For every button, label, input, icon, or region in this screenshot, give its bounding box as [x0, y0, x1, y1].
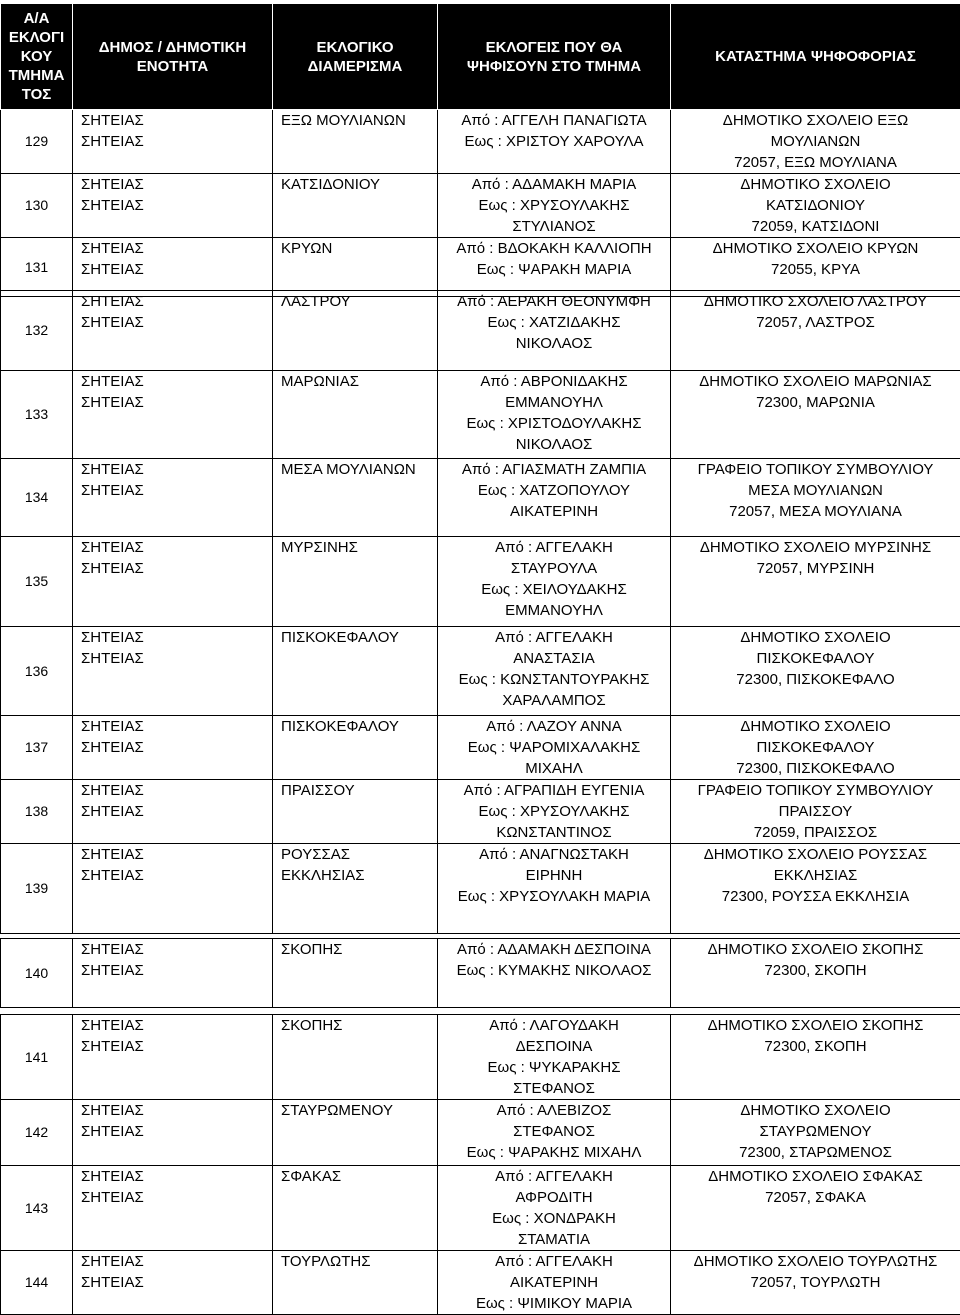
voters-range-cell-line: Από : ΛΑΓΟΥΔΑΚΗ: [438, 1015, 670, 1036]
district-cell-line: ΜΑΡΩΝΙΑΣ: [281, 371, 437, 392]
district-cell: [273, 110, 438, 174]
municipality-cell: [73, 537, 273, 627]
polling-station-cell-line: ΠΙΣΚΟΚΕΦΑΛΟΥ: [671, 648, 960, 669]
polling-station-cell-line: 72300, ΣΚΟΠΗ: [671, 960, 960, 981]
polling-station-cell-line: 72300, ΣΤΑΡΩΜΕΝΟΣ: [671, 1142, 960, 1163]
voters-range-cell-line: Εως : ΚΩΝΣΤΑΝΤΟΥΡΑΚΗΣ: [438, 669, 670, 690]
district-cell: [273, 291, 438, 371]
municipality-cell: [73, 627, 273, 716]
polling-station-cell-line: 72059, ΠΡΑΙΣΣΟΣ: [671, 822, 960, 843]
municipality-cell-line: ΣΗΤΕΙΑΣ: [81, 737, 272, 758]
voters-range-cell-line: ΚΩΝΣΤΑΝΤΙΝΟΣ: [438, 822, 670, 843]
polling-station-cell-line: ΔΗΜΟΤΙΚΟ ΣΧΟΛΕΙΟ ΣΚΟΠΗΣ: [671, 1015, 960, 1036]
polling-station-cell-line: ΠΙΣΚΟΚΕΦΑΛΟΥ: [671, 737, 960, 758]
district-cell: [273, 1251, 438, 1315]
district-cell: [273, 627, 438, 716]
municipality-cell-line: ΣΗΤΕΙΑΣ: [81, 1272, 272, 1293]
table-block-1: [0, 3, 960, 297]
section-number-cell: 140: [1, 939, 73, 1008]
municipality-cell-line: ΣΗΤΕΙΑΣ: [81, 960, 272, 981]
polling-station-cell-line: 72300, ΠΙΣΚΟΚΕΦΑΛΟ: [671, 669, 960, 690]
municipality-cell-line: ΣΗΤΕΙΑΣ: [81, 195, 272, 216]
municipality-cell: [73, 110, 273, 174]
municipality-cell: [73, 939, 273, 1008]
voters-range-cell: [438, 780, 671, 844]
municipality-cell-line: ΣΗΤΕΙΑΣ: [81, 392, 272, 413]
section-number-cell: 131: [1, 238, 73, 297]
municipality-cell: [73, 716, 273, 780]
voters-range-cell-line: ΣΤΕΦΑΝΟΣ: [438, 1078, 670, 1099]
voters-range-cell-line: Από : ΑΓΓΕΛΑΚΗ: [438, 537, 670, 558]
municipality-cell: [73, 174, 273, 238]
polling-station-cell-line: 72057, ΣΦΑΚΑ: [671, 1187, 960, 1208]
voters-range-cell-line: ΣΤΑΜΑΤΙΑ: [438, 1229, 670, 1250]
municipality-cell: [73, 459, 273, 537]
district-cell-line: ΡΟΥΣΣΑΣ: [281, 844, 437, 865]
section-number-cell: 141: [1, 1015, 73, 1100]
section-number-cell: 138: [1, 780, 73, 844]
voters-range-cell-line: Εως : ΧΡΥΣΟΥΛΑΚΗΣ: [438, 195, 670, 216]
voters-range-cell-line: Εως : ΧΡΥΣΟΥΛΑΚΗΣ: [438, 801, 670, 822]
polling-station-cell-line: 72300, ΠΙΣΚΟΚΕΦΑΛΟ: [671, 758, 960, 779]
polling-station-cell-line: 72300, ΣΚΟΠΗ: [671, 1036, 960, 1057]
municipality-cell-line: ΣΗΤΕΙΑΣ: [81, 627, 272, 648]
polling-station-cell-line: 72055, ΚΡΥΑ: [671, 259, 960, 280]
voters-range-cell-line: ΑΙΚΑΤΕΡΙΝΗ: [438, 501, 670, 522]
municipality-cell-line: ΣΗΤΕΙΑΣ: [81, 480, 272, 501]
polling-station-cell-line: ΓΡΑΦΕΙΟ ΤΟΠΙΚΟΥ ΣΥΜΒΟΥΛΙΟΥ: [671, 459, 960, 480]
table-row: [1, 1251, 960, 1315]
table-row: [1, 939, 960, 1008]
voters-range-cell-line: ΝΙΚΟΛΑΟΣ: [438, 434, 670, 455]
municipality-cell-line: ΣΗΤΕΙΑΣ: [81, 844, 272, 865]
voters-range-cell-line: ΑΦΡΟΔΙΤΗ: [438, 1187, 670, 1208]
section-number-cell: 144: [1, 1251, 73, 1315]
municipality-cell-line: ΣΗΤΕΙΑΣ: [81, 371, 272, 392]
voters-range-cell-line: Από : ΑΓΓΕΛΑΚΗ: [438, 1166, 670, 1187]
polling-station-cell-line: ΔΗΜΟΤΙΚΟ ΣΧΟΛΕΙΟ ΣΦΑΚΑΣ: [671, 1166, 960, 1187]
municipality-cell-line: ΣΗΤΕΙΑΣ: [81, 1166, 272, 1187]
district-cell: [273, 1015, 438, 1100]
table-row: [1, 238, 960, 297]
municipality-cell-line: ΣΗΤΕΙΑΣ: [81, 174, 272, 195]
district-cell-line: ΕΚΚΛΗΣΙΑΣ: [281, 865, 437, 886]
municipality-cell-line: ΣΗΤΕΙΑΣ: [81, 110, 272, 131]
municipality-cell-line: ΣΗΤΕΙΑΣ: [81, 1100, 272, 1121]
voters-range-cell: [438, 716, 671, 780]
polling-station-cell: [671, 459, 960, 537]
municipality-cell-line: ΣΗΤΕΙΑΣ: [81, 238, 272, 259]
polling-station-cell-line: ΔΗΜΟΤΙΚΟ ΣΧΟΛΕΙΟ: [671, 1100, 960, 1121]
section-number-cell: 133: [1, 371, 73, 459]
voters-range-cell-line: ΑΙΚΑΤΕΡΙΝΗ: [438, 1272, 670, 1293]
table-row: [1, 537, 960, 627]
voters-range-cell: [438, 939, 671, 1008]
municipality-cell-line: ΣΗΤΕΙΑΣ: [81, 312, 272, 333]
polling-station-cell-line: 72057, ΤΟΥΡΛΩΤΗ: [671, 1272, 960, 1293]
voters-range-cell: [438, 1100, 671, 1166]
header-col-section-number: Α/Α ΕΚΛΟΓΙ ΚΟΥ ΤΜΗΜΑ ΤΟΣ: [1, 4, 73, 110]
voters-range-cell-line: Από : ΑΕΡΑΚΗ ΘΕΟΝΥΜΦΗ: [438, 291, 670, 312]
municipality-cell-line: ΣΗΤΕΙΑΣ: [81, 1036, 272, 1057]
voters-range-cell: [438, 1251, 671, 1315]
voters-range-cell: [438, 1166, 671, 1251]
voters-range-cell-line: ΕΙΡΗΝΗ: [438, 865, 670, 886]
polling-station-cell-line: ΜΕΣΑ ΜΟΥΛΙΑΝΩΝ: [671, 480, 960, 501]
table-header-row: [1, 4, 960, 110]
voters-range-cell-line: ΕΜΜΑΝΟΥΗΛ: [438, 600, 670, 621]
voters-range-cell: [438, 627, 671, 716]
polling-station-cell-line: ΜΟΥΛΙΑΝΩΝ: [671, 131, 960, 152]
table-row: [1, 1166, 960, 1251]
polling-station-cell: [671, 716, 960, 780]
district-cell-line: ΜΥΡΣΙΝΗΣ: [281, 537, 437, 558]
polling-station-cell-line: 72057, ΜΥΡΣΙΝΗ: [671, 558, 960, 579]
voters-range-cell-line: Εως : ΨΙΜΙΚΟΥ ΜΑΡΙΑ: [438, 1293, 670, 1314]
district-cell-line: ΛΑΣΤΡΟΥ: [281, 291, 437, 312]
municipality-cell: [73, 1015, 273, 1100]
voters-range-cell-line: ΣΤΥΛΙΑΝΟΣ: [438, 216, 670, 237]
polling-station-cell-line: ΠΡΑΙΣΣΟΥ: [671, 801, 960, 822]
polling-station-cell: [671, 780, 960, 844]
district-cell: [273, 537, 438, 627]
polling-station-cell: [671, 1100, 960, 1166]
section-number-cell: 139: [1, 844, 73, 934]
polling-station-cell: [671, 110, 960, 174]
polling-station-cell: [671, 1251, 960, 1315]
municipality-cell-line: ΣΗΤΕΙΑΣ: [81, 131, 272, 152]
voters-range-cell-line: Από : ΑΔΑΜΑΚΗ ΔΕΣΠΟΙΝΑ: [438, 939, 670, 960]
polling-station-cell: [671, 1015, 960, 1100]
voters-range-cell-line: ΣΤΑΥΡΟΥΛΑ: [438, 558, 670, 579]
voters-range-cell-line: Εως : ΚΥΜΑΚΗΣ ΝΙΚΟΛΑΟΣ: [438, 960, 670, 981]
section-number-cell: 135: [1, 537, 73, 627]
voters-range-cell-line: Εως : ΧΑΤΖΟΠΟΥΛΟΥ: [438, 480, 670, 501]
voters-range-cell: [438, 110, 671, 174]
polling-station-cell-line: 72300, ΜΑΡΩΝΙΑ: [671, 392, 960, 413]
municipality-cell: [73, 238, 273, 297]
voters-range-cell-line: Εως : ΧΡΥΣΟΥΛΑΚΗ ΜΑΡΙΑ: [438, 886, 670, 907]
table-block-3: [0, 938, 960, 1008]
municipality-cell-line: ΣΗΤΕΙΑΣ: [81, 780, 272, 801]
voters-range-cell-line: Εως : ΧΑΤΖΙΔΑΚΗΣ: [438, 312, 670, 333]
voters-range-cell-line: ΣΤΕΦΑΝΟΣ: [438, 1121, 670, 1142]
district-cell: [273, 844, 438, 934]
municipality-cell-line: ΣΗΤΕΙΑΣ: [81, 291, 272, 312]
polling-station-cell: [671, 174, 960, 238]
voters-range-cell-line: Εως : ΧΡΙΣΤΟΔΟΥΛΑΚΗΣ: [438, 413, 670, 434]
voters-range-cell-line: Εως : ΨΑΡΑΚΗ ΜΑΡΙΑ: [438, 259, 670, 280]
table-row: [1, 291, 960, 371]
voters-range-cell-line: Εως : ΨΑΡΑΚΗΣ ΜΙΧΑΗΛ: [438, 1142, 670, 1163]
polling-station-cell: [671, 1166, 960, 1251]
table-row: [1, 174, 960, 238]
polling-station-cell-line: ΔΗΜΟΤΙΚΟ ΣΧΟΛΕΙΟ ΛΑΣΤΡΟΥ: [671, 291, 960, 312]
district-cell-line: ΣΚΟΠΗΣ: [281, 1015, 437, 1036]
polling-station-cell: [671, 939, 960, 1008]
municipality-cell: [73, 780, 273, 844]
polling-station-cell-line: ΔΗΜΟΤΙΚΟ ΣΧΟΛΕΙΟ: [671, 716, 960, 737]
district-cell: [273, 459, 438, 537]
section-number-cell: 132: [1, 291, 73, 371]
district-cell: [273, 371, 438, 459]
polling-station-cell-line: ΔΗΜΟΤΙΚΟ ΣΧΟΛΕΙΟ: [671, 174, 960, 195]
table-row: [1, 371, 960, 459]
polling-station-cell-line: ΔΗΜΟΤΙΚΟ ΣΧΟΛΕΙΟ ΕΞΩ: [671, 110, 960, 131]
section-number-cell: 142: [1, 1100, 73, 1166]
district-cell-line: ΣΦΑΚΑΣ: [281, 1166, 437, 1187]
voters-range-cell: [438, 371, 671, 459]
header-col-polling-station: ΚΑΤΑΣΤΗΜΑ ΨΗΦΟΦΟΡΙΑΣ: [671, 4, 960, 110]
header-col-voters: ΕΚΛΟΓΕΙΣ ΠΟΥ ΘΑ ΨΗΦΙΣΟΥΝ ΣΤΟ ΤΜΗΜΑ: [438, 4, 671, 110]
table-block-4: [0, 1014, 960, 1315]
section-number-cell: 134: [1, 459, 73, 537]
section-number-cell: 137: [1, 716, 73, 780]
polling-station-cell-line: ΔΗΜΟΤΙΚΟ ΣΧΟΛΕΙΟ ΜΥΡΣΙΝΗΣ: [671, 537, 960, 558]
municipality-cell-line: ΣΗΤΕΙΑΣ: [81, 801, 272, 822]
municipality-cell-line: ΣΗΤΕΙΑΣ: [81, 1015, 272, 1036]
voters-range-cell-line: ΑΝΑΣΤΑΣΙΑ: [438, 648, 670, 669]
polling-station-cell-line: 72057, ΕΞΩ ΜΟΥΛΙΑΝΑ: [671, 152, 960, 173]
voters-range-cell: [438, 537, 671, 627]
district-cell: [273, 939, 438, 1008]
voters-range-cell-line: Εως : ΧΟΝΔΡΑΚΗ: [438, 1208, 670, 1229]
municipality-cell-line: ΣΗΤΕΙΑΣ: [81, 1187, 272, 1208]
district-cell-line: ΠΡΑΙΣΣΟΥ: [281, 780, 437, 801]
voters-range-cell-line: ΝΙΚΟΛΑΟΣ: [438, 333, 670, 354]
voters-range-cell-line: ΧΑΡΑΛΑΜΠΟΣ: [438, 690, 670, 711]
voters-range-cell-line: ΜΙΧΑΗΛ: [438, 758, 670, 779]
polling-station-cell-line: ΕΚΚΛΗΣΙΑΣ: [671, 865, 960, 886]
table-row: [1, 716, 960, 780]
voters-range-cell-line: Από : ΑΝΑΓΝΩΣΤΑΚΗ: [438, 844, 670, 865]
district-cell-line: ΣΚΟΠΗΣ: [281, 939, 437, 960]
district-cell: [273, 174, 438, 238]
polling-station-cell-line: ΣΤΑΥΡΩΜΕΝΟΥ: [671, 1121, 960, 1142]
polling-station-cell-line: ΔΗΜΟΤΙΚΟ ΣΧΟΛΕΙΟ ΜΑΡΩΝΙΑΣ: [671, 371, 960, 392]
municipality-cell-line: ΣΗΤΕΙΑΣ: [81, 716, 272, 737]
municipality-cell-line: ΣΗΤΕΙΑΣ: [81, 939, 272, 960]
district-cell: [273, 1100, 438, 1166]
voters-range-cell-line: Από : ΑΛΕΒΙΖΟΣ: [438, 1100, 670, 1121]
municipality-cell: [73, 1100, 273, 1166]
polling-station-cell-line: ΔΗΜΟΤΙΚΟ ΣΧΟΛΕΙΟ ΣΚΟΠΗΣ: [671, 939, 960, 960]
voters-range-cell-line: Από : ΑΔΑΜΑΚΗ ΜΑΡΙΑ: [438, 174, 670, 195]
polling-station-cell: [671, 537, 960, 627]
polling-station-cell-line: ΔΗΜΟΤΙΚΟ ΣΧΟΛΕΙΟ ΚΡΥΩΝ: [671, 238, 960, 259]
municipality-cell-line: ΣΗΤΕΙΑΣ: [81, 865, 272, 886]
voters-range-cell-line: ΕΜΜΑΝΟΥΗΛ: [438, 392, 670, 413]
voters-range-cell: [438, 291, 671, 371]
voters-range-cell-line: Από : ΑΒΡΟΝΙΔΑΚΗΣ: [438, 371, 670, 392]
district-cell: [273, 780, 438, 844]
district-cell-line: ΚΑΤΣΙΔΟΝΙΟΥ: [281, 174, 437, 195]
municipality-cell: [73, 1166, 273, 1251]
polling-station-cell: [671, 291, 960, 371]
municipality-cell-line: ΣΗΤΕΙΑΣ: [81, 459, 272, 480]
municipality-cell-line: ΣΗΤΕΙΑΣ: [81, 558, 272, 579]
voters-range-cell: [438, 459, 671, 537]
section-number-cell: 130: [1, 174, 73, 238]
district-cell: [273, 1166, 438, 1251]
voters-range-cell-line: Από : ΒΔΟΚΑΚΗ ΚΑΛΛΙΟΠΗ: [438, 238, 670, 259]
district-cell-line: ΠΙΣΚΟΚΕΦΑΛΟΥ: [281, 627, 437, 648]
voters-range-cell-line: Από : ΑΓΡΑΠΙΔΗ ΕΥΓΕΝΙΑ: [438, 780, 670, 801]
polling-station-cell: [671, 238, 960, 297]
table-row: [1, 780, 960, 844]
municipality-cell: [73, 371, 273, 459]
municipality-cell-line: ΣΗΤΕΙΑΣ: [81, 1251, 272, 1272]
municipality-cell-line: ΣΗΤΕΙΑΣ: [81, 648, 272, 669]
polling-station-cell: [671, 371, 960, 459]
voters-range-cell-line: Από : ΑΓΓΕΛΑΚΗ: [438, 627, 670, 648]
header-col-municipality: ΔΗΜΟΣ / ΔΗΜΟΤΙΚΗ ΕΝΟΤΗΤΑ: [73, 4, 273, 110]
district-cell: [273, 238, 438, 297]
polling-station-cell-line: ΚΑΤΣΙΔΟΝΙΟΥ: [671, 195, 960, 216]
district-cell-line: ΤΟΥΡΛΩΤΗΣ: [281, 1251, 437, 1272]
table-block-2: [0, 290, 960, 934]
polling-station-cell-line: 72059, ΚΑΤΣΙΔΟΝΙ: [671, 216, 960, 237]
voters-range-cell-line: Από : ΛΑΖΟΥ ΑΝΝΑ: [438, 716, 670, 737]
voters-range-cell: [438, 1015, 671, 1100]
voters-range-cell-line: Από : ΑΓΙΑΣΜΑΤΗ ΖΑΜΠΙΑ: [438, 459, 670, 480]
voters-range-cell-line: Από : ΑΓΓΕΛΗ ΠΑΝΑΓΙΩΤΑ: [438, 110, 670, 131]
polling-station-cell-line: ΔΗΜΟΤΙΚΟ ΣΧΟΛΕΙΟ ΤΟΥΡΛΩΤΗΣ: [671, 1251, 960, 1272]
polling-station-cell-line: ΔΗΜΟΤΙΚΟ ΣΧΟΛΕΙΟ: [671, 627, 960, 648]
table-row: [1, 459, 960, 537]
municipality-cell-line: ΣΗΤΕΙΑΣ: [81, 537, 272, 558]
district-cell-line: ΠΙΣΚΟΚΕΦΑΛΟΥ: [281, 716, 437, 737]
table-row: [1, 1100, 960, 1166]
polling-station-cell-line: ΔΗΜΟΤΙΚΟ ΣΧΟΛΕΙΟ ΡΟΥΣΣΑΣ: [671, 844, 960, 865]
municipality-cell: [73, 844, 273, 934]
polling-station-cell-line: 72057, ΛΑΣΤΡΟΣ: [671, 312, 960, 333]
polling-station-cell-line: 72057, ΜΕΣΑ ΜΟΥΛΙΑΝΑ: [671, 501, 960, 522]
voters-range-cell-line: Από : ΑΓΓΕΛΑΚΗ: [438, 1251, 670, 1272]
table-row: [1, 844, 960, 934]
municipality-cell: [73, 291, 273, 371]
section-number-cell: 143: [1, 1166, 73, 1251]
municipality-cell-line: ΣΗΤΕΙΑΣ: [81, 259, 272, 280]
table-row: [1, 1015, 960, 1100]
district-cell: [273, 716, 438, 780]
district-cell-line: ΕΞΩ ΜΟΥΛΙΑΝΩΝ: [281, 110, 437, 131]
section-number-cell: 129: [1, 110, 73, 174]
voters-range-cell: [438, 844, 671, 934]
table-row: [1, 627, 960, 716]
district-cell-line: ΜΕΣΑ ΜΟΥΛΙΑΝΩΝ: [281, 459, 437, 480]
polling-station-cell: [671, 844, 960, 934]
polling-station-cell-line: 72300, ΡΟΥΣΣΑ ΕΚΚΛΗΣΙΑ: [671, 886, 960, 907]
voters-range-cell-line: ΔΕΣΠΟΙΝΑ: [438, 1036, 670, 1057]
district-cell-line: ΣΤΑΥΡΩΜΕΝΟΥ: [281, 1100, 437, 1121]
district-cell-line: ΚΡΥΩΝ: [281, 238, 437, 259]
section-number-cell: 136: [1, 627, 73, 716]
voters-range-cell-line: Εως : ΧΕΙΛΟΥΔΑΚΗΣ: [438, 579, 670, 600]
voters-range-cell: [438, 238, 671, 297]
voters-range-cell-line: Εως : ΧΡΙΣΤΟΥ ΧΑΡΟΥΛΑ: [438, 131, 670, 152]
header-col-district: ΕΚΛΟΓΙΚΟ ΔΙΑΜΕΡΙΣΜΑ: [273, 4, 438, 110]
municipality-cell: [73, 1251, 273, 1315]
voters-range-cell-line: Εως : ΨΑΡΟΜΙΧΑΛΑΚΗΣ: [438, 737, 670, 758]
municipality-cell-line: ΣΗΤΕΙΑΣ: [81, 1121, 272, 1142]
polling-station-cell-line: ΓΡΑΦΕΙΟ ΤΟΠΙΚΟΥ ΣΥΜΒΟΥΛΙΟΥ: [671, 780, 960, 801]
voters-range-cell-line: Εως : ΨΥΚΑΡΑΚΗΣ: [438, 1057, 670, 1078]
table-row: [1, 110, 960, 174]
polling-station-cell: [671, 627, 960, 716]
voters-range-cell: [438, 174, 671, 238]
